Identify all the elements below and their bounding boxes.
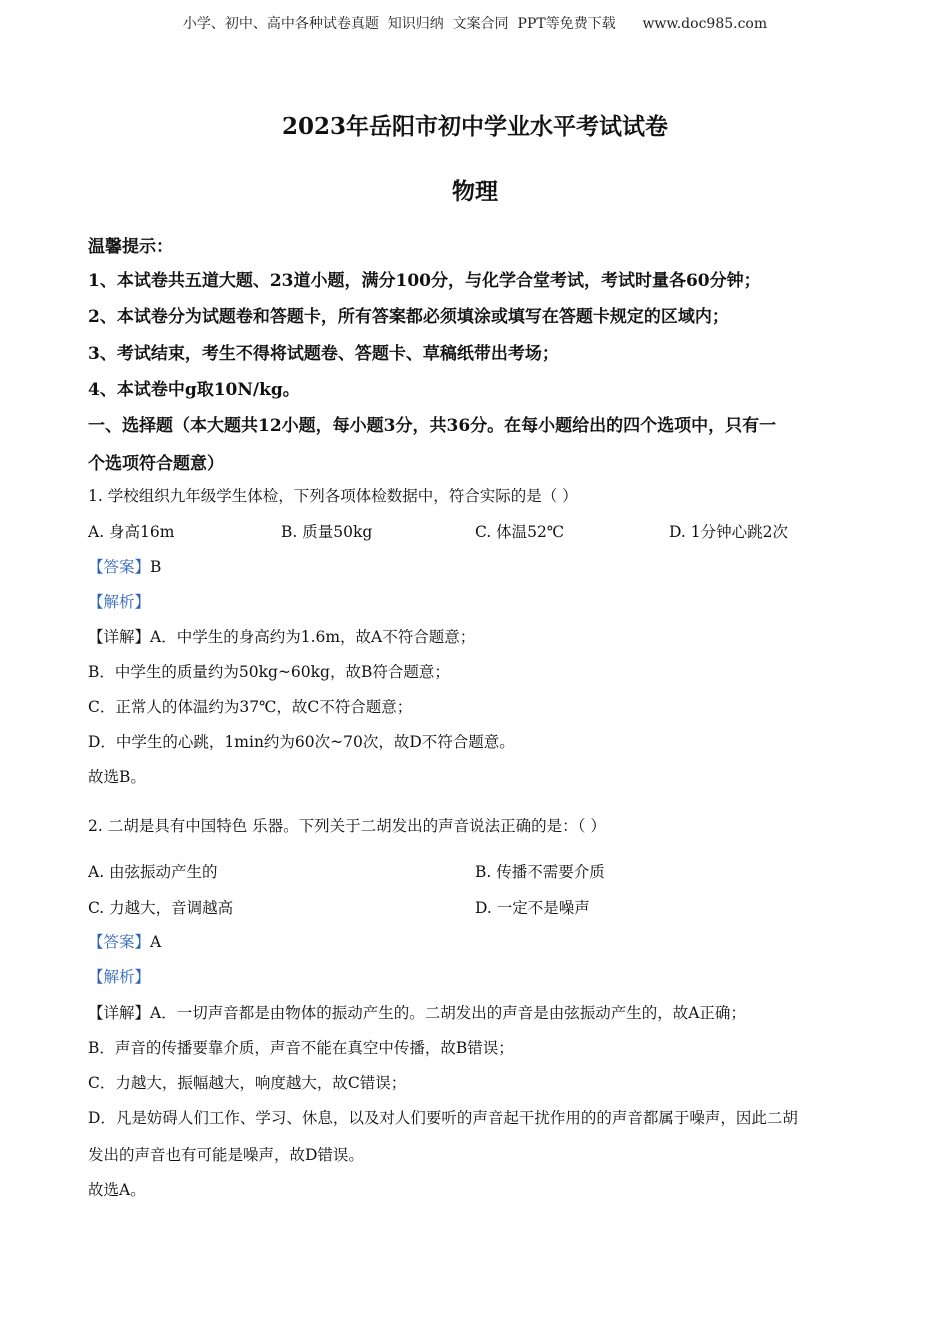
q1-detail-line: [88, 625, 475, 647]
q2-conclusion: 故选A。: [88, 1181, 146, 1199]
q2-option-b: B. 传播不需要介质: [475, 863, 605, 881]
notice-item: 2、本试卷分为试题卷和答题卡，所有答案都必须填涂或填写在答题卡规定的区域内；: [88, 307, 729, 327]
q1-option-b: B. 质量50kg: [281, 523, 373, 541]
q1-detail-line: D．中学生的心跳，1min约为60次~70次，故D不符合题意。: [88, 733, 515, 751]
q2-option-d: D. 一定不是噪声: [475, 899, 590, 917]
q1-analysis-tag: 【解析】: [88, 593, 151, 611]
q2-detail-line: C．力越大，振幅越大，响度越大，故C错误；: [88, 1074, 407, 1092]
subject-title: 物理: [452, 178, 498, 205]
answer-tag: 【答案】: [88, 558, 151, 576]
q2-detail-line: 发出的声音也有可能是噪声，故D错误。: [88, 1146, 364, 1164]
q1-option-c: C. 体温52℃: [475, 523, 565, 541]
q1-option-d: D. 1分钟心跳2次: [669, 523, 788, 541]
q1-option-a: A. 身高16m: [88, 523, 175, 541]
detail-text: A．一切声音都是由物体的振动产生的。二胡发出的声音是由弦振动产生的，故A正确；: [150, 1004, 746, 1022]
q1-answer: [88, 555, 161, 577]
notice-heading: 温馨提示：: [88, 237, 173, 257]
q2-detail-line: B．声音的传播要靠介质，声音不能在真空中传播，故B错误；: [88, 1039, 514, 1057]
answer-value: B: [150, 558, 162, 576]
q2-detail-line: [88, 1001, 746, 1023]
question-1-stem: 1. 学校组织九年级学生体检，下列各项体检数据中，符合实际的是（ ）: [88, 487, 578, 505]
notice-item: 3、考试结束，考生不得将试题卷、答题卡、草稿纸带出考场；: [88, 344, 559, 364]
notice-item: 1、本试卷共五道大题、23道小题，满分100分，与化学合堂考试，考试时量各60分钟；: [88, 271, 761, 291]
detail-text: A．中学生的身高约为1.6m，故A不符合题意；: [150, 628, 476, 646]
q1-detail-line: B．中学生的质量约为50kg~60kg，故B符合题意；: [88, 663, 450, 681]
question-2-stem: 2. 二胡是具有中国特色 乐器。下列关于二胡发出的声音说法正确的是：（ ）: [88, 817, 606, 835]
q1-detail-line: C．正常人的体温约为37℃，故C不符合题意；: [88, 698, 413, 716]
q1-conclusion: 故选B。: [88, 768, 146, 786]
section-heading-cont: 个选项符合题意）: [88, 454, 224, 474]
page-header: 小学、初中、高中各种试卷真题 知识归纳 文案合同 PPT等免费下载 www.doc985.com: [182, 16, 768, 32]
notice-item: 4、本试卷中g取10N/kg。: [88, 380, 300, 400]
detail-tag: 【详解】: [88, 1004, 151, 1022]
q2-option-a: A. 由弦振动产生的: [88, 863, 218, 881]
answer-value: A: [150, 933, 162, 951]
section-heading: 一、选择题（本大题共12小题，每小题3分，共36分。在每小题给出的四个选项中，只有一: [88, 416, 777, 436]
q2-detail-line: D．凡是妨碍人们工作、学习、休息，以及对人们要听的声音起干扰作用的的声音都属于噪声，因此二胡: [88, 1109, 798, 1127]
q2-option-c: C. 力越大，音调越高: [88, 899, 234, 917]
q2-analysis-tag: 【解析】: [88, 968, 151, 986]
answer-tag: 【答案】: [88, 933, 151, 951]
detail-tag: 【详解】: [88, 628, 151, 646]
exam-title: 2023年岳阳市初中学业水平考试试卷: [281, 113, 668, 140]
q2-answer: [88, 930, 161, 952]
